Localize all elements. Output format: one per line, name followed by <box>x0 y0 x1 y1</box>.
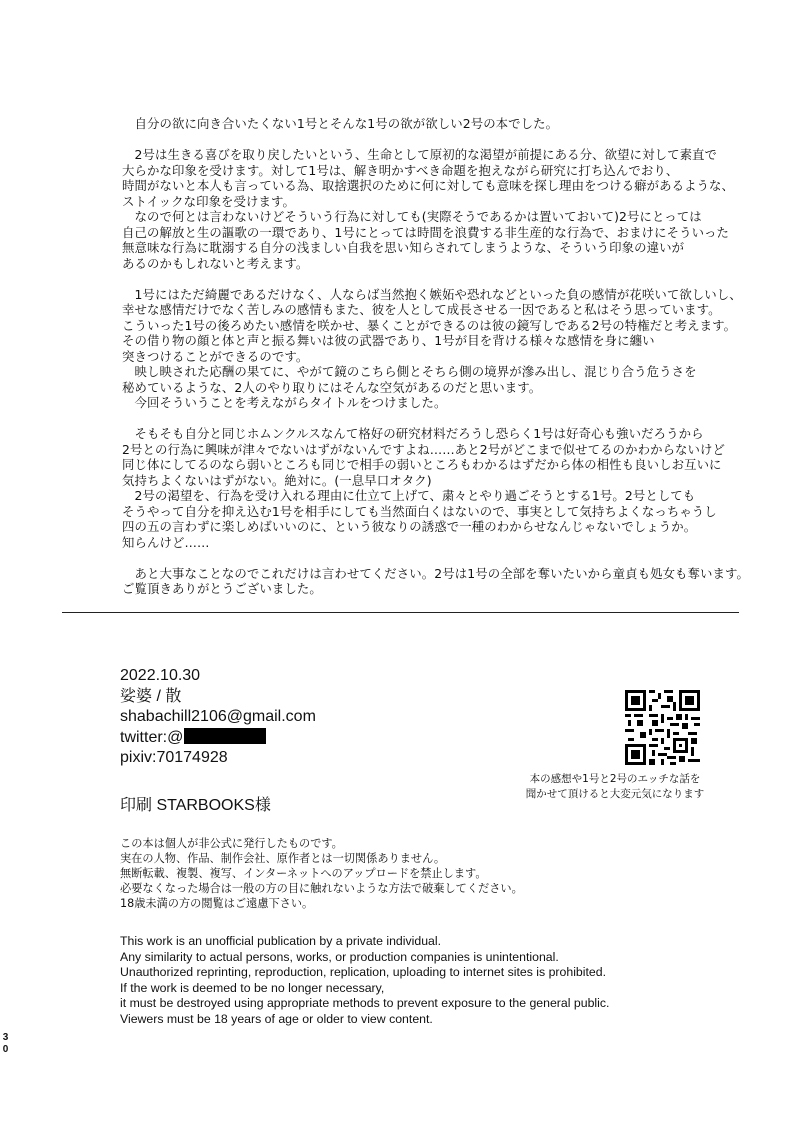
afterword <box>122 116 762 612</box>
afterword-line: 気持ちよくないはずがない。絶対に。(一息早口オタク) <box>122 472 432 488</box>
afterword-line: 同じ体にしてるのなら弱いところも同じで相手の弱いところもわかるはずだから体の相性も良いしお互いに <box>122 457 722 472</box>
notice-line: Viewers must be 18 years of age or older to view content. <box>120 1011 433 1026</box>
afterword-paragraph-3 <box>122 287 762 411</box>
afterword-line: 突きつけることができるのです。 <box>122 348 309 364</box>
notice-line: it must be destroyed using appropriate methods to prevent exposure to the general public. <box>120 996 610 1011</box>
afterword-line: 幸せな感情だけでなく苦しみの感情もまた、彼を人として成長させる一因であると私はそう思っています。 <box>122 302 721 317</box>
redaction-bar <box>184 728 266 744</box>
colophon <box>120 666 316 769</box>
notice-line: 18歳未満の方の閲覧はご遠慮下さい。 <box>120 897 314 910</box>
afterword-line: ご覧頂きありがとうございました。 <box>122 581 322 596</box>
afterword-line: 1号にはただ綺麗であるだけなく、人ならば当然抱く嫉妬や恐れなどといった負の感情が花咲いて欲しいし、 <box>122 286 742 302</box>
afterword-line: こういった1号の後ろめたい感情を咲かせ、暴くことができるのは彼の鏡写しである2号の特権だと考えます。 <box>122 317 737 333</box>
notice-line: This work is an unofficial publication by a private individual. <box>120 934 442 948</box>
notice-japanese <box>120 836 523 911</box>
qr-code-icon[interactable] <box>625 690 700 765</box>
afterword-paragraph-1 <box>122 116 762 132</box>
notice-line: 実在の人物、作品、制作会社、原作者とは一切関係ありません。 <box>120 852 446 865</box>
notice-line: If the work is deemed to be no longer necessary, <box>120 980 385 995</box>
publication-date: 2022.10.30 <box>120 667 201 684</box>
page-number: 30 <box>2 1032 9 1055</box>
afterword-line: あと大事なことなのでこれだけは言わせてください。2号は1号の全部を奪いたいから童貞も処女も奪います。 <box>122 565 750 581</box>
afterword-paragraph-5 <box>122 566 762 597</box>
afterword-line: 無意味な行為に耽溺する自分の浅ましい自我を思い知らされてしまうような、そういう印象の違いが <box>122 240 685 255</box>
notice-line: Any similarity to actual persons, works, or production companies is unintentional. <box>120 949 559 964</box>
afterword-line: そうやって自分を抑え込む1号を相手にしても当然面白くはないので、事実として気持ちよくなっちゃうし <box>122 503 717 519</box>
notice-line: この本は個人が非公式に発行したものです。 <box>120 837 343 850</box>
afterword-line: 大らかな印象を受けます。対して1号は、解き明かすべき命題を抱えながら研究に打ち込んでおり、 <box>122 162 679 178</box>
contact-email[interactable]: shabachill2106@gmail.com <box>120 708 316 725</box>
afterword-line: 自分の欲に向き合いたくない1号とそんな1号の欲が欲しい2号の本でした。 <box>122 116 559 131</box>
afterword-line: そもそも自分と同じホムンクルスなんて格好の研究材料だろうし恐らく1号は好奇心も強いだろうから <box>122 426 704 441</box>
notice-english <box>120 934 609 1028</box>
qr-caption-line: 本の感想や1号と2号のエッチな話を <box>529 773 701 785</box>
afterword-line: 2号との行為に興味が津々でないはずがないんですよね……あと2号がどこまで似せてるのかわからないけど <box>122 441 726 457</box>
afterword-line: 知らんけど…… <box>122 534 210 550</box>
afterword-paragraph-2 <box>122 147 762 271</box>
afterword-line: 2号は生きる喜びを取り戻したいという、生命として原初的な渇望が前提にある分、欲望に対して素直で <box>122 147 718 162</box>
twitter-label: twitter:@ <box>120 728 184 746</box>
afterword-line: 自己の解放と生の謳歌の一環であり、1号にとっては時間を浪費する非生産的な行為で、おまけにそういった <box>122 224 730 240</box>
afterword-line: あるのかもしれないと考えます。 <box>122 255 309 271</box>
pixiv-id[interactable]: pixiv:70174928 <box>120 749 228 766</box>
circle-name: 娑婆 / 散 <box>120 687 182 705</box>
afterword-line: なので何とは言わないけどそういう行為に対しても(実際そうであるかは置いておいて)2号にとっては <box>122 209 702 224</box>
afterword-paragraph-4 <box>122 426 762 550</box>
notice-line: Unauthorized reprinting, reproduction, replication, uploading to internet sites is prohibited. <box>120 965 607 980</box>
afterword-line: 映し映された応酬の果てに、やがて鏡のこちら側とそちら側の境界が滲み出し、混じり合う危うさを <box>122 364 697 379</box>
qr-caption <box>500 772 730 801</box>
afterword-line: その借り物の顔と体と声と振る舞いは彼の武器であり、1号が目を背ける様々な感情を身に纏い <box>122 333 655 348</box>
notice-line: 必要なくなった場合は一般の方の目に触れないような方法で破棄してください。 <box>120 882 523 895</box>
afterword-line: 時間がないと本人も言っている為、取捨選択のために何に対しても意味を探し理由をつける癖があるような、 <box>122 178 735 193</box>
afterword-line: 2号の渇望を、行為を受け入れる理由に仕立て上げて、粛々とやり過ごそうとする1号。2号としても <box>122 488 696 503</box>
afterword-line: ストイックな印象を受けます。 <box>122 193 296 209</box>
afterword-line: 秘めているような、2人のやり取りにはそんな空気があるのだと思います。 <box>122 379 542 395</box>
printer-credit: 印刷 STARBOOKS様 <box>120 797 271 814</box>
section-divider <box>62 612 739 613</box>
notice-line: 無断転載、複製、複写、インターネットへのアップロードを禁止します。 <box>120 867 487 880</box>
afterword-line: 今回そういうことを考えながらタイトルをつけました。 <box>122 395 447 410</box>
twitter-handle[interactable] <box>120 728 316 749</box>
afterword-line: 四の五の言わずに楽しめばいいのに、という彼なりの誘惑で一種のわからせなんじゃないでしょうか。 <box>122 519 697 534</box>
qr-caption-line: 聞かせて頂けると大変元気になります <box>525 787 705 800</box>
